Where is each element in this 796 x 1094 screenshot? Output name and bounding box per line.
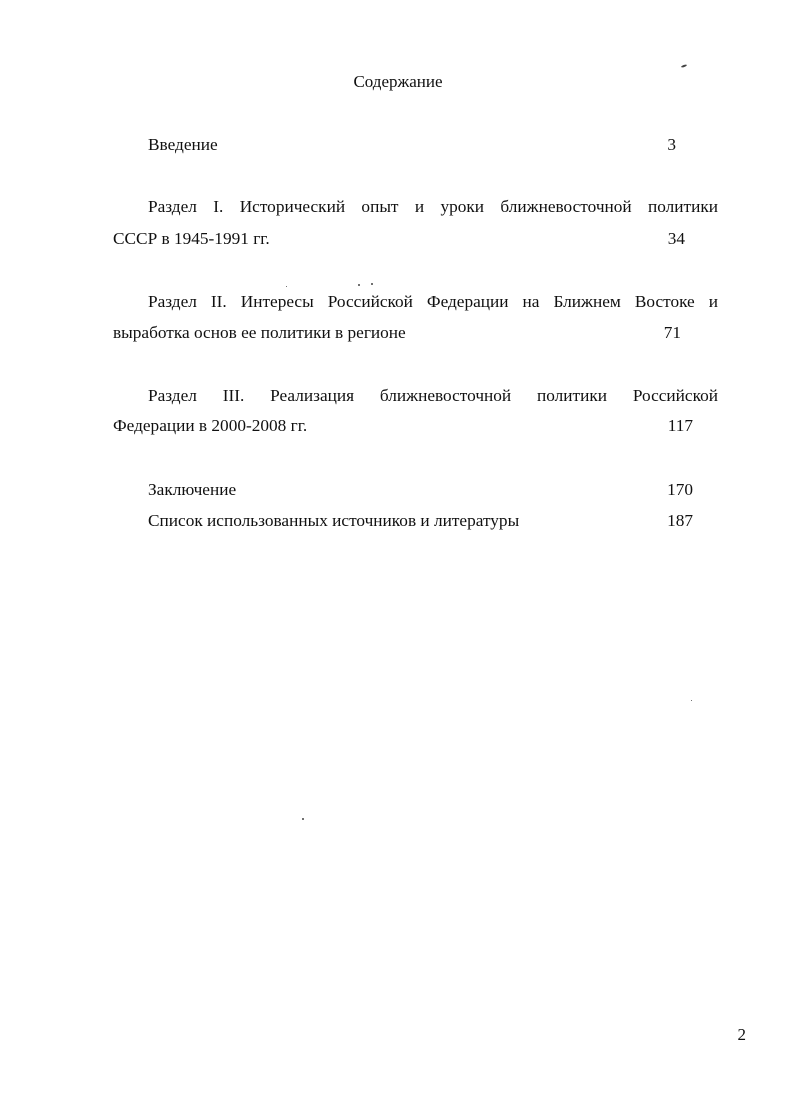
toc-section1-page: 34 — [667, 229, 685, 248]
toc-section1-line1: Раздел I. Исторический опыт и уроки ближневосточной политики — [148, 197, 718, 216]
toc-sources-label: Список использованных источников и литературы — [148, 511, 520, 530]
scan-speck — [691, 700, 692, 701]
toc-conclusion-page: 170 — [667, 480, 693, 499]
toc-section3-page: 117 — [667, 416, 693, 435]
toc-section3-line1: Раздел III. Реализация ближневосточной политики Российской — [148, 386, 718, 405]
toc-section3-line2: Федерации в 2000-2008 гг. — [113, 416, 308, 435]
scan-speck — [358, 284, 360, 286]
scan-speck — [286, 286, 287, 287]
toc-conclusion-label: Заключение — [148, 480, 237, 499]
toc-section2-line2: выработка основ ее политики в регионе — [113, 323, 406, 342]
toc-intro-label: Введение — [148, 135, 218, 154]
scan-speck — [371, 283, 373, 285]
scan-speck — [681, 64, 687, 68]
toc-intro-page: 3 — [667, 135, 676, 154]
toc-sources-page: 187 — [667, 511, 693, 530]
scan-speck — [302, 818, 304, 820]
toc-section2-line1: Раздел II. Интересы Российской Федерации на Ближнем Востоке и — [148, 292, 718, 311]
page-title: Содержание — [353, 72, 443, 91]
toc-section2-page: 71 — [663, 323, 681, 342]
toc-section1-line2: СССР в 1945-1991 гг. — [113, 229, 270, 248]
page-number: 2 — [737, 1025, 746, 1044]
